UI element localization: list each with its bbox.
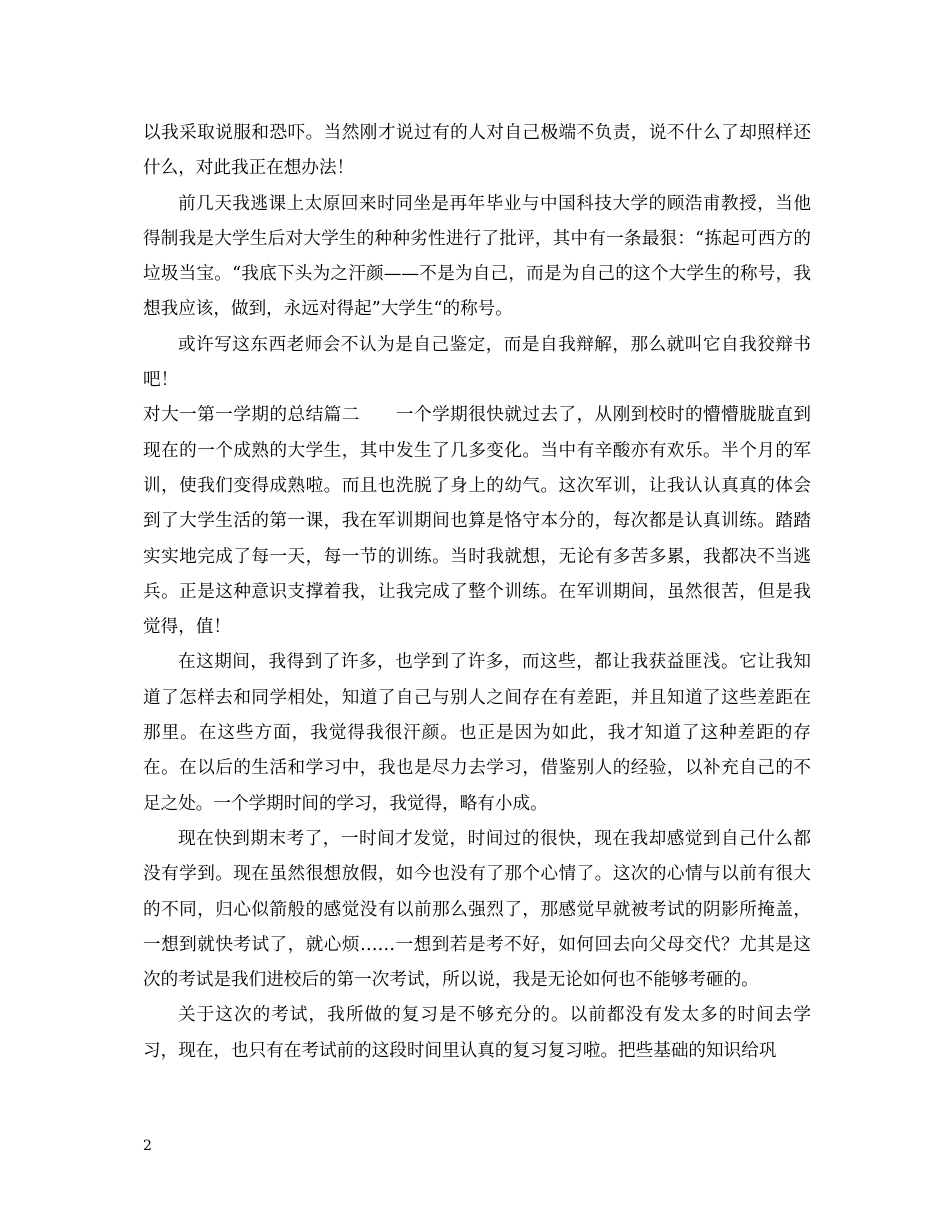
- paragraph: 以我采取说服和恐吓。当然刚才说过有的人对自己极端不负责，说不什么了却照样还什么，对此我正在想办法！: [143, 123, 811, 179]
- paragraph: 在这期间，我得到了许多，也学到了许多，而这些，都让我获益匪浅。它让我知道了怎样去和同学相处，知道了自己与别人之间存在有差距，并且知道了这些差距在那里。在这些方面，我觉得我很汗颜。也正是因为如此，我才知道了这种差距的存在。在以后的生活和学习中，我也是尽力去学习，借鉴别人的经验，以补充自己的不足之处。一个学期时间的学习，我觉得，略有小成。: [143, 652, 811, 814]
- page-number: 2: [143, 1138, 152, 1154]
- paragraph: 关于这次的考试，我所做的复习是不够充分的。以前都没有发太多的时间去学习，现在，也只有在考试前的这段时间里认真的复习复习啦。把些基础的知识给巩: [143, 1005, 811, 1061]
- section-paragraph: 对大一第一学期的总结篇二 一个学期很快就过去了，从刚到校时的懵懵胧胧直到现在的一个成熟的大学生，其中发生了几多变化。当中有辛酸亦有欢乐。半个月的军训，使我们变得成熟啦。而且也洗脱了身上的幼气。这次军训，让我认认真真的体会到了大学生活的第一课，我在军训期间也算是恪守本分的，每次都是认真训练。踏踏实实地完成了每一天，每一节的训练。当时我就想，无论有多苦多累，我都决不当逃兵。正是这种意识支撑着我，让我完成了整个训练。在军训期间，虽然很苦，但是我觉得，值！: [143, 405, 811, 638]
- paragraph: 前几天我逃课上太原回来时同坐是再年毕业与中国科技大学的顾浩甫教授，当他得制我是大学生后对大学生的种种劣性进行了批评，其中有一条最狠：“拣起可西方的垃圾当宝。“我底下头为之汗颜——不是为自己，而是为自己的这个大学生的称号，我想我应该，做到，永远对得起”大学生“的称号。: [143, 193, 811, 320]
- paragraph: 或许写这东西老师会不认为是自己鉴定，而是自我辩解，那么就叫它自我狡辩书吧！: [143, 334, 811, 391]
- paragraph: 现在快到期末考了，一时间才发觉，时间过的很快，现在我却感觉到自己什么都没有学到。现在虽然很想放假，如今也没有了那个心情了。这次的心情与以前有很大的不同，归心似箭般的感觉没有以前那么强烈了，那感觉早就被考试的阴影所掩盖，一想到就快考试了，就心烦……一想到若是考不好，如何回去向父母交代？尤其是这次的考试是我们进校后的第一次考试，所以说，我是无论如何也不能够考砸的。: [143, 828, 811, 991]
- body-text: [143, 116, 811, 1069]
